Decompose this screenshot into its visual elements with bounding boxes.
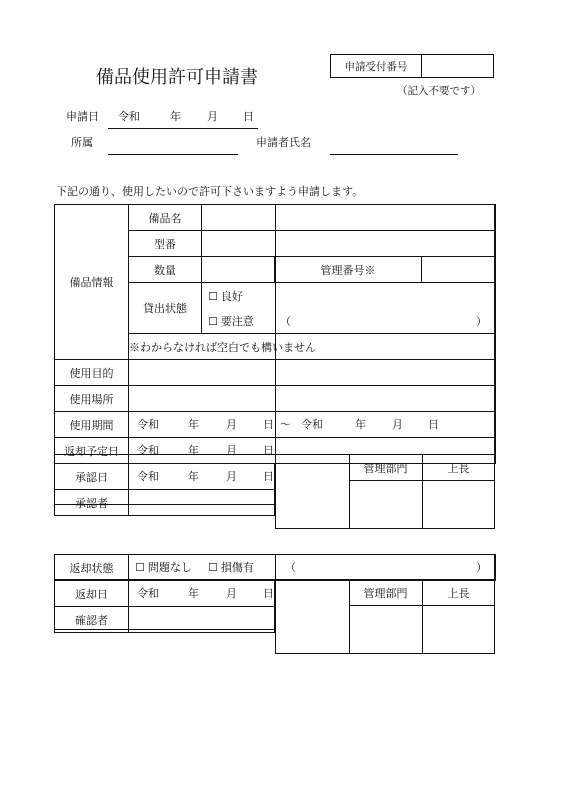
affiliation-label: 所属 [71,136,93,149]
intro-text: 下記の通り、使用したいので許可下さいますよう申請します。 [56,185,364,198]
return-plan-label: 返却予定日 [55,438,129,464]
paren-open: （ [280,314,291,328]
apply-date-era: 令和 [118,110,140,123]
option-damaged-label: 損傷有 [220,561,254,574]
return-status-label: 返却状態 [55,555,129,581]
model-number-label: 型番 [129,231,202,257]
quantity-field[interactable] [202,257,275,283]
return-supervisor-label: 上長 [447,586,470,600]
apply-date-day: 日 [243,110,254,123]
table-row [55,386,496,412]
return-plan-month: 月 [226,444,237,457]
return-date-field[interactable] [129,581,275,607]
purpose-field[interactable] [129,360,496,386]
table-row [55,360,496,386]
approver-field[interactable] [129,490,275,516]
purpose-label: 使用目的 [55,360,129,386]
place-label: 使用場所 [55,386,129,412]
applicant-name-label: 申請者氏名 [256,136,311,149]
apply-date-year: 年 [170,110,181,123]
approval-era: 令和 [137,470,159,483]
return-status-field[interactable] [129,555,496,581]
model-number-field[interactable] [202,231,496,257]
return-year: 年 [188,587,199,600]
option-good-label: 良好 [220,289,243,303]
return-era: 令和 [137,587,159,600]
paren-close: ） [476,314,487,328]
return-plan-era: 令和 [137,444,159,457]
option-no-problem-label: 問題なし [147,561,192,574]
approval-stamp-block [275,454,495,529]
table-row [55,412,496,438]
approval-year: 年 [188,470,199,483]
quantity-label: 数量 [129,257,202,283]
affiliation-field[interactable] [108,154,238,155]
paren-open: （ [285,561,296,574]
place-field[interactable] [129,386,496,412]
equipment-section-label: 備品情報 [55,205,129,360]
receipt-number-field[interactable] [422,55,493,77]
approval-day: 日 [263,470,274,483]
period-start-era: 令和 [137,418,159,431]
checkbox-icon[interactable]: ☐ [208,561,218,574]
period-start-month: 月 [226,418,237,431]
applicant-name-field[interactable] [330,154,458,155]
receipt-number-label: 申請受付番号 [331,55,422,77]
approval-month: 月 [226,470,237,483]
loan-status-label: 貸出状態 [129,283,202,334]
return-management-dept-label: 管理部門 [363,586,408,600]
table-row [55,205,496,231]
approval-date-field[interactable] [129,464,275,490]
equipment-note: ※わからなければ空白でも構いません [129,334,496,360]
confirmer-label: 確認者 [55,607,129,633]
equipment-name-field[interactable] [202,205,496,231]
period-start-day: 日 [263,418,274,431]
return-plan-day: 日 [263,444,274,457]
management-number-field[interactable] [422,257,496,283]
period-end-day: 日 [428,418,439,431]
period-separator: ～ [280,418,291,431]
equipment-name-label: 備品名 [129,205,202,231]
loan-status-good-option[interactable] [202,283,496,309]
apply-date-month: 月 [207,110,218,123]
return-date-label: 返却日 [55,581,129,607]
period-end-month: 月 [392,418,403,431]
return-day: 日 [263,587,274,600]
period-label: 使用期間 [55,412,129,438]
apply-date-label: 申請日 [66,110,99,123]
management-number-label: 管理番号※ [275,257,422,283]
period-end-era: 令和 [301,418,323,431]
loan-status-caution-option[interactable] [202,308,496,334]
approver-label: 承認者 [55,490,129,516]
period-field[interactable] [129,412,496,438]
supervisor-label: 上長 [447,461,470,475]
receipt-number-box [330,54,494,78]
period-start-year: 年 [188,418,199,431]
checkbox-icon[interactable]: ☐ [208,289,218,303]
option-caution-label: 要注意 [220,314,254,328]
receipt-note: （記入不要です） [397,85,481,97]
apply-date-underline [108,128,258,129]
paren-close: ） [476,561,488,574]
checkbox-icon[interactable]: ☐ [208,314,218,328]
period-end-year: 年 [355,418,366,431]
page-title: 備品使用許可申請書 [96,67,258,88]
confirmer-field[interactable] [129,607,275,633]
return-plan-year: 年 [188,444,199,457]
table-row [55,555,496,581]
checkbox-icon[interactable]: ☐ [135,561,145,574]
management-dept-label: 管理部門 [363,461,408,475]
return-stamp-block [275,579,495,654]
return-month: 月 [226,587,237,600]
approval-date-label: 承認日 [55,464,129,490]
